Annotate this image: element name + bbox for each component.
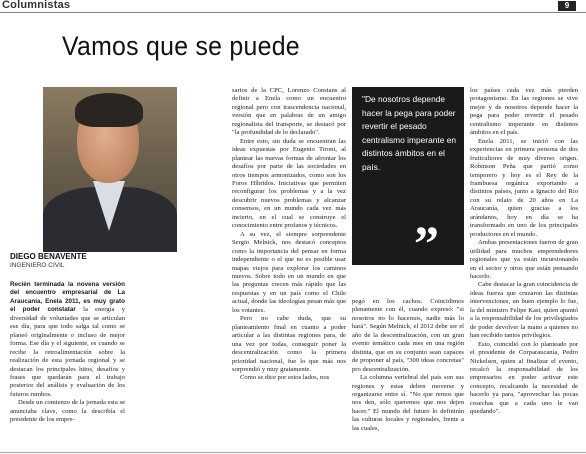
- column-1: [10, 281, 125, 451]
- paragraph: Como se dice por estos lados, nos: [240, 374, 330, 382]
- paragraph: Pero no cabe duda, que su planteamiento final en cuanto a poder articular a las distintas regiones para, de una vez por todas, conseguir poner la descentralización como la primera prioridad nacional, fue lo que más nos sorprendió y muy gratamente.: [232, 315, 346, 373]
- paragraph: sarios de la CPC, Lorenzo Constans al definir a Enela como un encuentro regional pero con trascendencia nacional, versión que en palabras de un amigo regionalista del transportе, se destacó por "la profundidad de lo declarado".: [232, 87, 346, 137]
- paragraph: Cabe destacar la gran coincidencia de ideas fuerza que cruzaron las distintas intervenciones, un buen ejemplo lo fue, la del ministro Felipe Kast, quien apuntó a la responsabilidad de los privilegiados de poder devolver la mano a quienes no han recibido tantos privilegios.: [470, 281, 578, 340]
- closing-quote-mark-icon: ”: [414, 215, 439, 271]
- paragraph: [10, 281, 125, 399]
- bottom-rule: [0, 452, 586, 453]
- photo-hair: [75, 93, 143, 127]
- paragraph: A su vez, el siempre sorprendente Sergio Melnick, nos destacó conceptos como la importancia del pensar en forma independiente o el que no es posible usar mapas viejos para explorar los caminos nuevos. Sobre todo en un mundo en que las preguntas crecen más rápido que las respuestas y en un país como el Chile actual, donde las ideologías pesan más que los votantes.: [232, 230, 346, 314]
- paragraph: Enela 2011, se inició con las experiencias en primera persona de dos fruticultores de muy diverso origen. Robinson Peña que partió como temporero y hoy es el Rey de la frambuesa orgánica exportando a distintos países, junto a Ignacio del Río con su relato de 20 años en La Araucanía, quien gracias a los arándanos, hoy en día se ha transformado en uno de los principales productores en el mundo.: [470, 137, 578, 238]
- author-name: DIEGO BENAVENTE: [10, 252, 87, 261]
- article-title: Vamos que se puede: [62, 31, 300, 61]
- paragraph: Ambas presentaciones fueron de gran utilidad para muchos emprendedores regionales que ya están incursionando en el sector y otros que están pensando hacerlo.: [470, 239, 578, 280]
- lead-text: Recién terminada la novena versión del encuentro empresarial de La Araucanía, Enela 2011, es muy grato el poder constatar: [10, 281, 125, 314]
- paragraph: Esto, coincidió con lo planteado por el presidente de Corparaucanía, Pedro Nickelsen, quien al finalizar el evento, recalcó la responsabilidad de los empresarios en poder activar este concepto, recalcando la necesidad de hacerlo ya para, "aprovechar las pocas cosechas que a cada uno le van quedando".: [470, 340, 578, 416]
- section-label: Columnistas: [2, 0, 71, 11]
- paragraph: pegó en los cachos. Coincidimos plenamente con él, cuando expresó: "si nosotros no lo hacemos, nadie más lo hará". Según Melnick, el 2012 debe ser el año de la descentralización, con un gran evento temático cada mes en una región distinta, que en su conjunto sean capaces de proponer al país, "300 ideas concretas" pro descentralización.: [352, 298, 464, 373]
- column-3: [352, 298, 464, 451]
- header-bar: [0, 0, 586, 13]
- paragraph-text: la energía y diversidad de voluntades que se articulan ese día, para que todo salga tal como se planeó originalmente o incluso de mejor forma. Ese día y el siguiente, es cuando se recibe la retroalimentación sobre la realización de esta jornada regional y se destacan los principales hitos, desafíos y frases que quedarán para el trabajo posterior del análisis y evaluación de los futuros rumbos.: [10, 306, 125, 398]
- paragraph: La columna vertebral del país son sus regiones y estas deben moverse y organizarse entre sí. "No que remos que nos den, sólo queremos que nos dejen hacer." El mundo del futuro lo definirán las culturas locales y regionales, frente a las cuales,: [352, 374, 464, 432]
- author-photo: [43, 87, 177, 252]
- column-2: [232, 87, 346, 451]
- author-role: INGENIERO CIVIL: [10, 262, 65, 269]
- paragraph: Desde un comienzo de la jornada esta se anunciaba clave, como la describía el presidente de los empre-: [10, 399, 125, 424]
- paragraph: los países cada vez más pierden protagonismo. En las regiones se vive mejor y de nosotros depende hacer la pega para poder revertir el pesado centralismo imperante en distintos ámbitos en el país.: [470, 87, 578, 137]
- paragraph: Entre esto, sin duda se encuentran las ideas expuestas por Eugenio Tironi, al plantear las nuevas formas de afrontar los desafíos por parte de las sociedades en otros tiempos armonizados, como son los Foros Híbridos. Iniciativas que permiten reconfigurar los problemas y a la vez descubrir nuevos problemas y alcanzar consensos, en un mundo cada vez más incierto, en el cual se construye el conocimiento entre profanos y técnicos.: [232, 137, 346, 230]
- pull-quote-text: "De nosotros depende hacer la pega para poder revertir el pesado centralismo imperante en distintos ámbitos en el país.: [362, 94, 457, 172]
- column-4: [470, 87, 578, 451]
- page-number: 9: [558, 1, 576, 11]
